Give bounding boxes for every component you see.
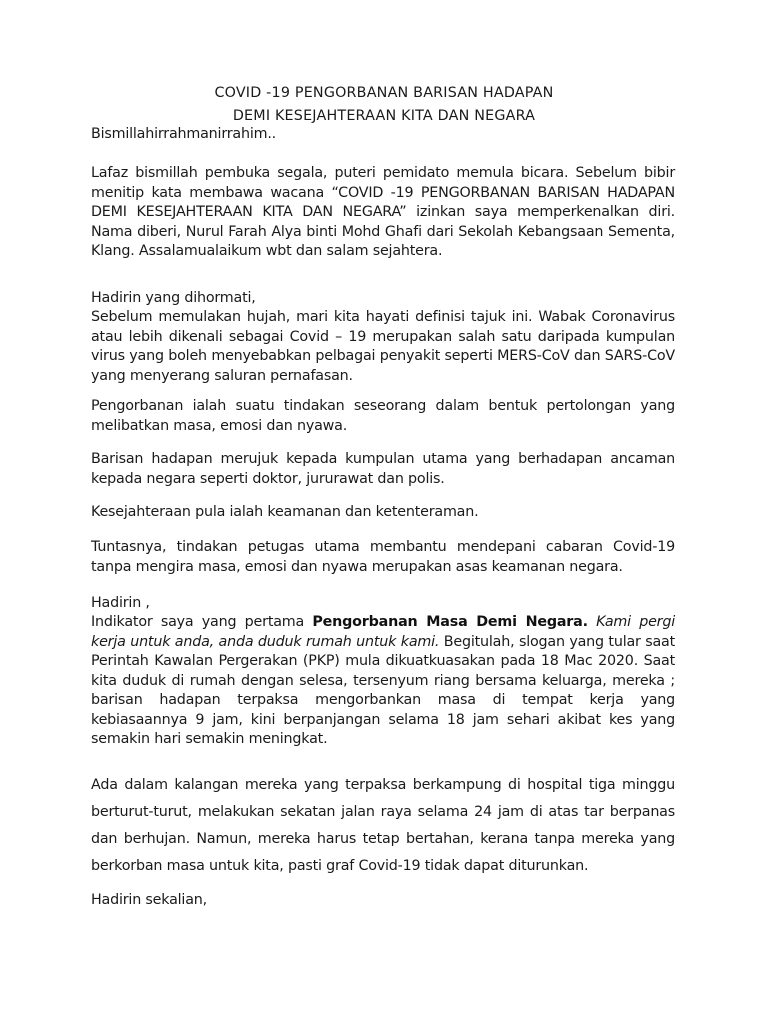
paragraph-definition: Sebelum memulakan hujah, mari kita hayati definisi tajuk ini. Wabak Coronavirus atau lebih dikenali sebagai Covid – 19 merupakan salah satu daripada kumpulan virus yang boleh menyebabkan pelbagai penyakit seperti MERS-CoV dan SARS-CoV yang menyerang saluran pernafasan. [91, 309, 675, 384]
paragraph-barisan-hadapan: Barisan hadapan merujuk kepada kumpulan utama yang berhadapan ancaman kepada negara seperti doktor, jururawat dan polis. [91, 451, 675, 487]
greeting-hadirin-dihormati: Hadirin yang dihormati, [91, 290, 256, 306]
paragraph-tuntasnya: Tuntasnya, tindakan petugas utama membantu mendepani cabaran Covid-19 tanpa mengira masa, emosi dan nyawa merupakan asas keamanan negara. [91, 539, 675, 575]
indikator-body-text: Begitulah, slogan yang tular saat Perintah Kawalan Pergerakan (PKP) mula dikuatkuasakan pada 18 Mac 2020. Saat kita duduk di rumah dengan selesa, tersenyum riang bersama keluarga, mereka ; barisan hadapan terpaksa mengorbankan masa di tempat kerja yang kebiasaannya 9 jam, kini berpanjangan selama 18 jam sehari akibat kes yang semakin hari semakin meningkat. [91, 633, 676, 747]
paragraph-ada-dalam-kalangan: Ada dalam kalangan mereka yang terpaksa berkampung di hospital tiga minggu berturut-turut, melakukan sekatan jalan raya selama 24 jam di atas tar berpanas dan berhujan. Namun, mereka harus tetap bertahan, kerana tanpa mereka yang berkorban masa untuk kita, pasti graf Covid-19 tidak dapat diturunkan. [91, 777, 675, 874]
paragraph-pengorbanan: Pengorbanan ialah suatu tindakan seseorang dalam bentuk pertolongan yang melibatkan masa, emosi dan nyawa. [91, 398, 675, 434]
paragraph-kesejahteraan: Kesejahteraan pula ialah keamanan dan ketenteraman. [91, 504, 479, 520]
document-title-line-1: COVID -19 PENGORBANAN BARISAN HADAPAN [214, 85, 554, 101]
paragraph-indikator-pertama [91, 613, 675, 750]
indikator-heading: Pengorbanan Masa Demi Negara. [312, 614, 588, 630]
paragraph-introduction: Lafaz bismillah pembuka segala, puteri pemidato memula bicara. Sebelum bibir menitip kata membawa wacana “COVID -19 PENGORBANAN BARISAN HADAPAN DEMI KESEJAHTERAAN KITA DAN NEGARA” izinkan saya memperkenalkan diri. Nama diberi, Nurul Farah Alya binti Mohd Ghafi dari Sekolah Kebangsaan Sementa, Klang. Assalamualaikum wbt dan salam sejahtera. [91, 165, 675, 259]
indikator-lead-text: Indikator saya yang pertama [91, 614, 313, 630]
document-title-line-2: DEMI KESEJAHTERAAN KITA DAN NEGARA [232, 108, 536, 124]
greeting-hadirin-sekalian: Hadirin sekalian, [91, 892, 207, 908]
opening-line: Bismillahirrahmanirrahim.. [91, 126, 277, 142]
indikator-slogan: Kami pergi kerja untuk anda, anda duduk rumah untuk kami. [91, 614, 675, 650]
greeting-hadirin: Hadirin , [91, 595, 150, 611]
